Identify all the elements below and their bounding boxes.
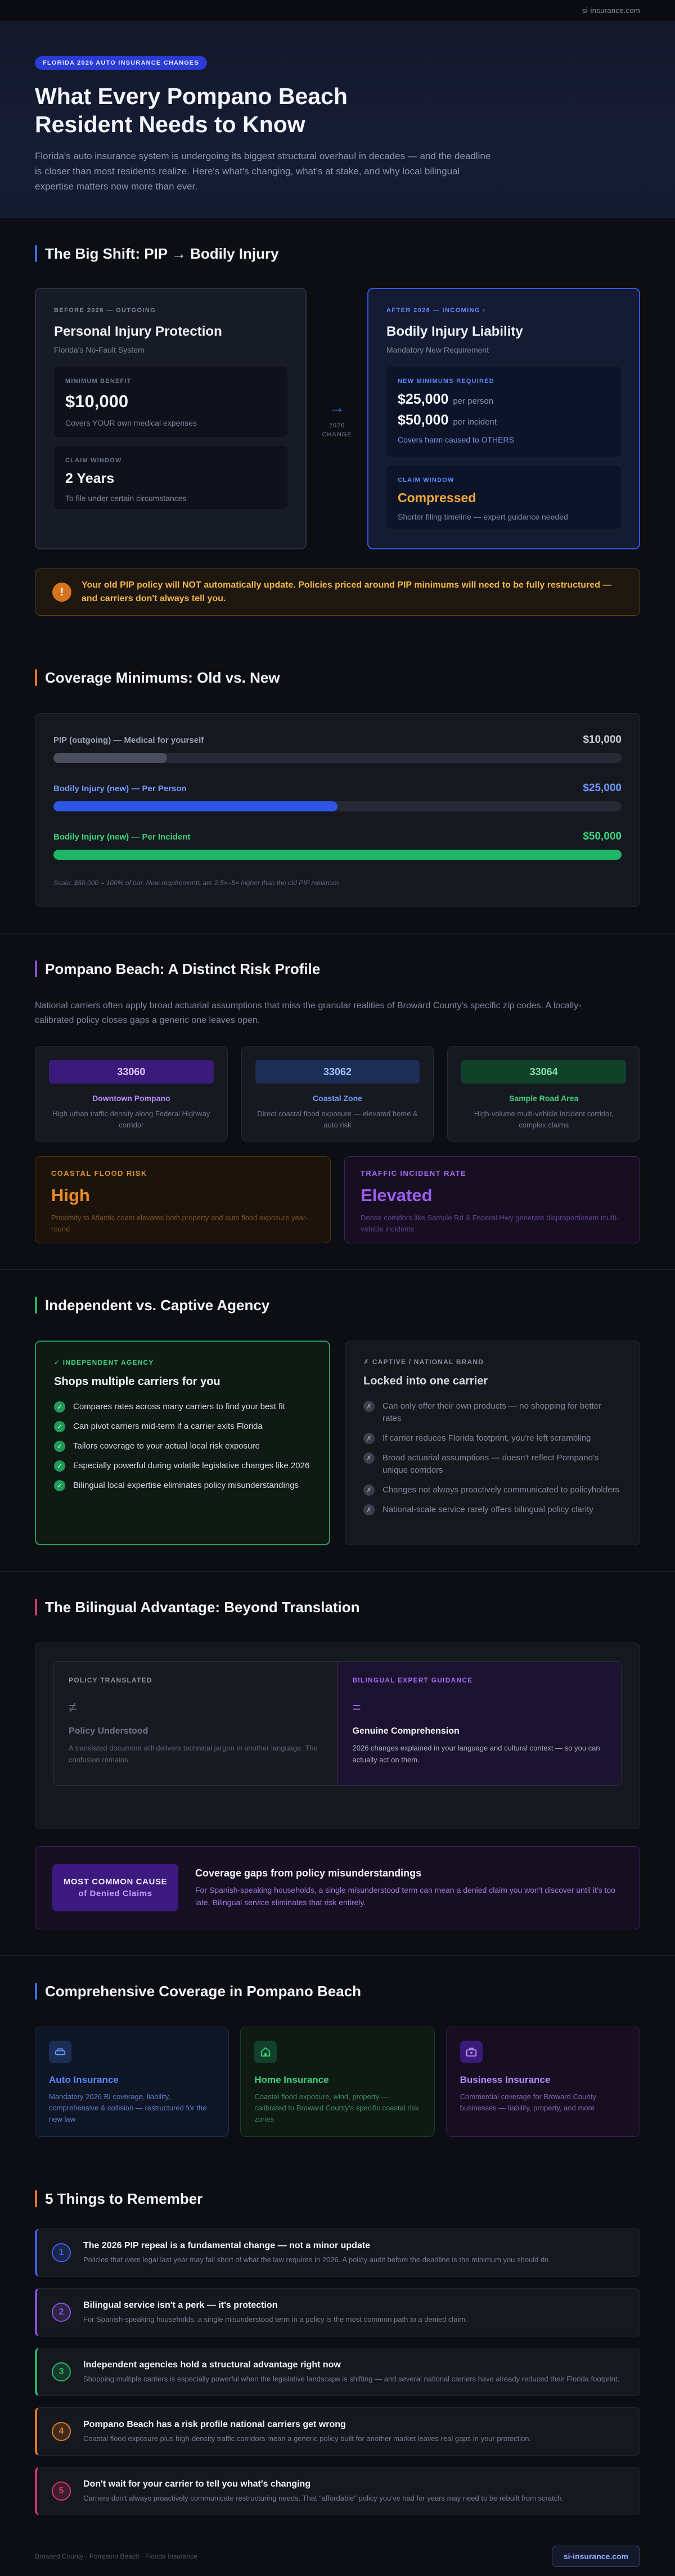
- traffic-risk-card: [344, 1156, 640, 1243]
- independent-list: [54, 1401, 311, 1492]
- zip-name: Downtown Pompano: [92, 1094, 170, 1103]
- independent-heading: Shops multiple carriers for you: [54, 1375, 220, 1388]
- zip-desc: High-volume multi-vehicle incident corridor, complex claims: [474, 1109, 614, 1129]
- expert-heading: Genuine Comprehension: [352, 1726, 460, 1736]
- home-insurance-desc: Coastal flood exposure, wind, property — calibrated to Broward County's specific coastal risk zones: [254, 2092, 419, 2123]
- agency-list-item: [363, 1504, 622, 1516]
- section-title: The Big Shift: PIP → Bodily Injury: [45, 245, 279, 262]
- agency-item-text: Tailors coverage to your actual local risk exposure: [73, 1441, 260, 1451]
- briefcase-icon: [460, 2041, 483, 2063]
- thing-item: [35, 2467, 640, 2515]
- change-label: [322, 421, 352, 439]
- agency-list-item: [363, 1400, 622, 1425]
- section-title: Pompano Beach: A Distinct Risk Profile: [45, 960, 321, 977]
- minimum-row-header: [53, 782, 622, 795]
- top-bar: [0, 0, 675, 21]
- agency-list-item: [363, 1484, 622, 1496]
- minimum-rows: [53, 734, 622, 860]
- warning-text: Your old PIP policy will NOT automatically update. Policies priced around PIP minimums will need to be fully restructured — and carriers don't always tell you.: [82, 580, 612, 603]
- bi-minimums-box: [386, 367, 621, 457]
- zip-code: 33064: [461, 1060, 626, 1084]
- thing-text: [83, 2300, 467, 2325]
- minimum-track: [53, 753, 622, 763]
- minimum-track: [53, 801, 622, 811]
- business-insurance-card[interactable]: [446, 2027, 640, 2137]
- agency-list-item: [363, 1452, 622, 1477]
- flood-risk-desc: Proximity to Atlantic coast elevates both property and auto flood exposure year-round: [51, 1213, 308, 1233]
- cross-icon: ✗: [363, 1452, 375, 1464]
- section-heading: [35, 1598, 640, 1617]
- check-icon: ✓: [54, 1421, 65, 1432]
- section-heading: [35, 959, 640, 978]
- captive-label: ✗ CAPTIVE / NATIONAL BRAND: [363, 1358, 484, 1366]
- check-icon: ✓: [54, 1480, 65, 1491]
- agency-item-text: If carrier reduces Florida footprint, you're left scrambling: [382, 1433, 591, 1443]
- agency-list-item: [363, 1432, 622, 1445]
- minimum-value: $50,000: [583, 831, 622, 842]
- bi-per-person-value: $25,000: [398, 391, 449, 407]
- minimum-row-header: [53, 734, 622, 746]
- section-title: The Bilingual Advantage: Beyond Translation: [45, 1598, 360, 1616]
- minimum-fill-bar: [53, 850, 622, 860]
- captive-agency-card: [345, 1341, 640, 1545]
- section-heading: [35, 668, 640, 687]
- badge-line-2: of Denied Claims: [78, 1889, 152, 1898]
- bi-per-incident-value: $50,000: [398, 412, 449, 428]
- flood-risk-card: [35, 1156, 331, 1243]
- home-insurance-name: Home Insurance: [254, 2074, 329, 2085]
- home-icon: [254, 2041, 277, 2063]
- cross-icon: ✗: [363, 1504, 375, 1515]
- minimum-name: PIP (outgoing) — Medical for yourself: [53, 735, 204, 745]
- thing-title: The 2026 PIP repeal is a fundamental change — not a minor update: [83, 2240, 371, 2250]
- section-bilingual: [0, 1572, 675, 1929]
- independent-agency-card: [35, 1341, 330, 1545]
- expert-label: BILINGUAL EXPERT GUIDANCE: [352, 1676, 473, 1684]
- traffic-risk-label: TRAFFIC INCIDENT RATE: [361, 1169, 467, 1178]
- thing-title: Don't wait for your carrier to tell you what's changing: [83, 2479, 311, 2489]
- hero-pill: FLORIDA 2026 AUTO INSURANCE CHANGES: [35, 56, 207, 70]
- claims-desc: For Spanish-speaking households, a single misunderstood term can mean a denied claim you won't discover until it's too late. Bilingual service eliminates that risk entirely.: [195, 1885, 615, 1907]
- pip-vs-bi: [35, 288, 640, 549]
- check-icon: ✓: [54, 1460, 65, 1472]
- minimums-footnote: Scale: $50,000 = 100% of bar. New requirements are 2.5×–5× higher than the old PIP minimum.: [53, 879, 341, 887]
- minimum-track: [53, 850, 622, 860]
- check-icon: ✓: [54, 1401, 65, 1413]
- thing-item: [35, 2288, 640, 2336]
- flood-risk-label: COASTAL FLOOD RISK: [51, 1169, 147, 1178]
- agency-item-text: Compares rates across many carriers to find your best fit: [73, 1402, 285, 1411]
- bi-title: Bodily Injury Liability: [386, 324, 523, 339]
- thing-title: Pompano Beach has a risk profile national carriers get wrong: [83, 2419, 346, 2429]
- pip-benefit-box: [54, 367, 287, 437]
- bi-min-label: NEW MINIMUMS REQUIRED: [398, 378, 494, 385]
- thing-text: [83, 2241, 551, 2265]
- zip-name: Coastal Zone: [313, 1094, 362, 1103]
- bi-claim-note: Shorter filing timeline — expert guidance needed: [398, 512, 568, 521]
- zip-desc: Direct coastal flood exposure — elevated home & auto risk: [257, 1109, 418, 1129]
- thing-title: Independent agencies hold a structural advantage right now: [83, 2360, 341, 2370]
- zip-desc: High urban traffic density along Federal Highway corridor: [52, 1109, 210, 1129]
- section-title: Independent vs. Captive Agency: [45, 1296, 270, 1314]
- pip-title: Personal Injury Protection: [54, 324, 222, 339]
- hero: [0, 21, 675, 218]
- denied-claims-callout: [35, 1846, 640, 1929]
- agency-comparison: [35, 1341, 640, 1545]
- thing-text: [83, 2479, 564, 2503]
- zip-code: 33060: [49, 1060, 214, 1084]
- coverage-cards: [35, 2027, 640, 2137]
- section-accent-bar: [35, 960, 37, 977]
- warning-icon: !: [52, 583, 71, 602]
- bi-subtitle: Mandatory New Requirement: [386, 345, 489, 354]
- site-domain[interactable]: si-insurance.com: [582, 6, 640, 15]
- risk-cards: [35, 1156, 640, 1243]
- thing-item: [35, 2228, 640, 2277]
- cross-icon: ✗: [363, 1485, 375, 1496]
- bilingual-comparison: [35, 1643, 640, 1829]
- translated-panel: [54, 1662, 338, 1785]
- warning-callout: [35, 569, 640, 616]
- bi-per-incident: [398, 412, 610, 428]
- thing-desc: Shopping multiple carriers is especially powerful when the legislative landscape is shifting — and several national carriers have already reduced their Florida footprint.: [83, 2374, 620, 2383]
- section-accent-bar: [35, 2190, 37, 2207]
- pip-card: [35, 288, 307, 549]
- cross-icon: ✗: [363, 1433, 375, 1444]
- section-big-shift: [0, 218, 675, 616]
- section-title: Comprehensive Coverage in Pompano Beach: [45, 1982, 362, 2000]
- traffic-risk-desc: Dense corridors like Sample Rd & Federal Hwy generate disproportionate multi-vehicle incidents: [361, 1213, 619, 1233]
- thing-text: [83, 2420, 531, 2444]
- change-arrow: [307, 288, 367, 549]
- expert-panel: [338, 1662, 622, 1785]
- agency-list-item: [54, 1440, 311, 1452]
- auto-insurance-desc: Mandatory 2026 BI coverage, liability, comprehensive & collision — restructured for the new law: [49, 2092, 207, 2123]
- bi-eyebrow: AFTER 2026 — INCOMING ›: [386, 307, 486, 314]
- zip-card: [241, 1046, 434, 1142]
- agency-list-item: [54, 1401, 311, 1413]
- traffic-risk-value: Elevated: [361, 1185, 433, 1205]
- pip-benefit-value: $10,000: [65, 391, 129, 411]
- zip-code: 33062: [255, 1060, 420, 1084]
- zip-card: [35, 1046, 228, 1142]
- pip-eyebrow: BEFORE 2026 — OUTGOING: [54, 307, 156, 314]
- thing-desc: Policies that were legal last year may fall short of what the law requires in 2026. A policy audit before the deadline is the minimum you should do.: [83, 2255, 551, 2264]
- auto-insurance-card[interactable]: [35, 2027, 229, 2137]
- section-title: 5 Things to Remember: [45, 2190, 203, 2207]
- agency-item-text: National-scale service rarely offers bilingual policy clarity: [382, 1505, 593, 1514]
- agency-item-text: Can only offer their own products — no shopping for better rates: [382, 1401, 602, 1423]
- auto-insurance-name: Auto Insurance: [49, 2074, 119, 2085]
- page-title: What Every Pompano Beach Resident Needs to Know: [35, 83, 348, 137]
- thing-number: 4: [52, 2422, 71, 2441]
- minimum-row: [53, 734, 622, 763]
- not-equal-icon: ≠: [69, 1699, 77, 1716]
- section-heading: [35, 244, 640, 263]
- thing-title: Bilingual service isn't a perk — it's protection: [83, 2300, 278, 2310]
- captive-heading: Locked into one carrier: [363, 1375, 488, 1387]
- section-minimums: [0, 642, 675, 907]
- section-accent-bar: [35, 669, 37, 686]
- change-year: 2026: [328, 422, 345, 429]
- pip-claim-note: To file under certain circumstances: [65, 494, 187, 503]
- pip-claim-label: CLAIM WINDOW: [65, 457, 122, 464]
- independent-label: ✓ INDEPENDENT AGENCY: [54, 1359, 154, 1366]
- thing-item: [35, 2407, 640, 2456]
- change-word: CHANGE: [322, 431, 352, 438]
- minimum-fill-bar: [53, 801, 338, 811]
- car-icon: [49, 2041, 71, 2063]
- section-agency: [0, 1270, 675, 1545]
- footer-tagline: Broward County · Pompano Beach · Florida Insurance: [35, 2552, 197, 2560]
- minimum-row-header: [53, 831, 622, 843]
- section-coverage: [0, 1956, 675, 2137]
- agency-item-text: Can pivot carriers mid-term if a carrier exits Florida: [73, 1422, 263, 1431]
- bi-card: [367, 288, 640, 549]
- section-five-things: [0, 2163, 675, 2515]
- captive-list: [363, 1400, 622, 1516]
- risk-lead: National carriers often apply broad actuarial assumptions that miss the granular realities of Broward County's specific zip codes. A locally-calibrated policy closes gaps a generic one leaves open.: [35, 1001, 582, 1025]
- section-heading: [35, 2189, 640, 2208]
- section-title: Coverage Minimums: Old vs. New: [45, 669, 280, 686]
- thing-number: 1: [52, 2243, 71, 2262]
- zip-name: Sample Road Area: [509, 1094, 579, 1103]
- agency-list-item: [54, 1479, 311, 1492]
- pip-claim-value: 2 Years: [65, 471, 115, 486]
- minimum-name: Bodily Injury (new) — Per Incident: [53, 832, 191, 842]
- check-icon: ✓: [54, 1441, 65, 1452]
- section-accent-bar: [35, 1983, 37, 2000]
- minimum-name: Bodily Injury (new) — Per Person: [53, 783, 187, 793]
- equals-icon: =: [352, 1699, 361, 1716]
- expert-desc: 2026 changes explained in your language and cultural context — so you can actually act on them.: [352, 1744, 600, 1764]
- section-heading: [35, 1296, 640, 1315]
- minimum-value: $10,000: [583, 734, 622, 746]
- business-insurance-name: Business Insurance: [460, 2074, 551, 2085]
- zip-card: [447, 1046, 640, 1142]
- thing-text: [83, 2360, 619, 2384]
- minimum-row: [53, 782, 622, 811]
- business-insurance-desc: Commercial coverage for Broward County businesses — liability, property, and more: [460, 2092, 596, 2112]
- arrow-right-icon: →: [329, 398, 345, 416]
- bilingual-split: [53, 1661, 622, 1786]
- translated-heading: Policy Understood: [69, 1726, 148, 1736]
- thing-number: 5: [52, 2482, 71, 2501]
- translated-label: POLICY TRANSLATED: [69, 1676, 152, 1684]
- thing-number: 3: [52, 2362, 71, 2381]
- minimum-row: [53, 831, 622, 860]
- claims-heading: Coverage gaps from policy misunderstandings: [195, 1867, 422, 1879]
- section-risk-profile: [0, 933, 675, 1243]
- bi-claim-value: Compressed: [398, 490, 476, 505]
- thing-desc: Coastal flood exposure plus high-density traffic corridors mean a generic policy built for another market leaves real gaps in your protection.: [83, 2434, 532, 2443]
- thing-desc: For Spanish-speaking households, a single misunderstood term in a policy is the most common path to a denied claim.: [83, 2315, 467, 2324]
- denied-claims-badge: [52, 1864, 178, 1911]
- minimum-fill-bar: [53, 753, 167, 763]
- pip-benefit-label: MINIMUM BENEFIT: [65, 378, 132, 385]
- agency-item-text: Broad actuarial assumptions — doesn't reflect Pompano's unique corridors: [382, 1453, 599, 1475]
- section-accent-bar: [35, 245, 37, 262]
- agency-item-text: Changes not always proactively communicated to policyholders: [382, 1485, 620, 1495]
- translated-desc: A translated document still delivers technical jargon in another language. The confusion remains.: [69, 1744, 318, 1764]
- claims-text: [195, 1867, 623, 1909]
- section-accent-bar: [35, 1599, 37, 1616]
- flood-risk-value: High: [51, 1185, 90, 1205]
- bi-claim-label: CLAIM WINDOW: [398, 477, 454, 484]
- cross-icon: ✗: [363, 1401, 375, 1412]
- footer-site-button[interactable]: si-insurance.com: [552, 2546, 640, 2567]
- things-list: [35, 2228, 640, 2515]
- hero-intro: Florida's auto insurance system is undergoing its biggest structural overhaul in decades — and the deadline is closer than most residents realize. Here's what's changing, what's at stake, and why local bilingual expertise matters now more than ever.: [35, 151, 491, 192]
- footer: [0, 2538, 675, 2574]
- bi-claim-box: [386, 466, 621, 529]
- agency-item-text: Bilingual local expertise eliminates policy misunderstandings: [73, 1481, 299, 1490]
- section-accent-bar: [35, 1297, 37, 1314]
- thing-desc: Carriers don't always proactively communicate restructuring needs. That "affordable" policy you've had for years may need to be rebuilt from scratch.: [83, 2493, 564, 2502]
- bi-per-incident-unit: per incident: [453, 417, 497, 427]
- thing-number: 2: [52, 2303, 71, 2322]
- minimum-value: $25,000: [583, 782, 622, 794]
- badge-line-1: MOST COMMON CAUSE: [63, 1877, 168, 1887]
- agency-list-item: [54, 1460, 311, 1472]
- home-insurance-card[interactable]: [240, 2027, 434, 2137]
- agency-list-item: [54, 1420, 311, 1433]
- section-heading: [35, 1982, 640, 2001]
- minimums-chart: [35, 713, 640, 907]
- pip-subtitle: Florida's No-Fault System: [54, 345, 145, 354]
- agency-item-text: Especially powerful during volatile legislative changes like 2026: [73, 1461, 310, 1470]
- pip-benefit-note: Covers YOUR own medical expenses: [65, 418, 197, 427]
- bi-per-person-unit: per person: [453, 396, 494, 406]
- bi-min-note: Covers harm caused to OTHERS: [398, 435, 514, 444]
- thing-item: [35, 2348, 640, 2396]
- pip-claim-box: [54, 446, 287, 509]
- zip-cards: [35, 1046, 640, 1142]
- bi-per-person: [398, 391, 610, 408]
